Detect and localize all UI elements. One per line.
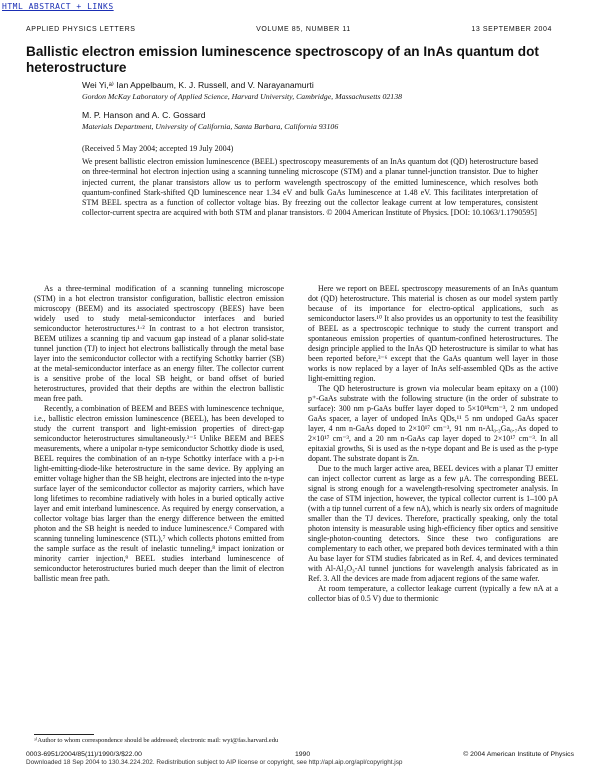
affiliation-2: Materials Department, University of California, Santa Barbara, California 93106 [82,122,339,131]
article-title: Ballistic electron emission luminescence spectroscopy of an InAs quantum dot heterostructure [26,44,539,75]
paragraph: As a three-terminal modification of a scanning tunneling microscope (STM) in a hot electron transistor configuration, ballistic electron emission microscopy (BEEM) and its associated spectroscopy (BEES) have been widely used to study metal-semiconductor interfaces and buried semiconductor heterostructures.¹·² In contrast to a hot electron transistor, BEEM utilizes a scanning tip and vacuum gap instead of a planar solid-state tunnel junction (TJ) to inject hot electrons ballistically through the metal base layer into the semiconductor collector with a rectifying Schottky barrier (SB) at the metal-semiconductor interface as an energy filter. The collector current is a sensitive probe of the local SB height, or band offset of buried heterostructures, provided that their depths are within the electron ballistic mean free path. [34,284,284,403]
right-column [308,284,558,604]
received-dates: (Received 5 May 2004; accepted 19 July 2004) [82,144,234,153]
abstract: We present ballistic electron emission luminescence (BEEL) spectroscopy measurements of an InAs quantum dot (QD) heterostructure based on three-terminal hot electron injection using a scanning tunneling microscope (STM) and a planar tunnel-junction transistor. Due to higher injected current, the planar transistors allow us to perform wavelength spectroscopy of the emitted luminescence, which resolves both quantum-confined Stark-shifted QD luminescence near 1.34 eV and bulk GaAs luminescence at 1.48 eV. This facilitates interpretation of STM BEEL spectra as a function of collector voltage bias. By freezing out the collector leakage current at low temperatures, consistent collector-current spectra are acquired with both STM and planar transistors. © 2004 American Institute of Physics. [DOI: 10.1063/1.1790595] [82,157,538,218]
issn-code: 0003-6951/2004/85(11)/1990/3/$22.00 [26,751,142,758]
left-column [34,284,284,584]
journal-header [26,26,552,33]
authors-line-2: M. P. Hanson and A. C. Gossard [82,110,206,120]
footnote: ᵃ⁾Author to whom correspondence should be addressed; electronic mail: wyi@fas.harvard.edu [34,737,279,744]
volume-number: VOLUME 85, NUMBER 11 [256,26,351,33]
paragraph: At room temperature, a collector leakage current (typically a few nA at a collector bias of 0.5 V) due to thermionic [308,584,558,603]
affiliation-1: Gordon McKay Laboratory of Applied Science, Harvard University, Cambridge, Massachusetts 02138 [82,92,402,101]
paragraph: Here we report on BEEL spectroscopy measurements of an InAs quantum dot (QD) heterostructure. This material is chosen as our model system partly because of its importance for electro-optical applications, such as semiconductor lasers.¹⁰ It also provides us an opportunity to test the feasibility of BEEL as a spectroscopic technique to study the current transport and spontaneous emission properties of quantum-confined heterostructures. The design principle applied to the InAs QD heterostructure is similar to what has been reported before,³⁻⁶ except that the GaAs quantum well layer in those works is now replaced by a layer of InAs self-assembled QDs as the active light-emitting region. [308,284,558,383]
html-abstract-link[interactable]: HTML ABSTRACT + LINKS [2,2,114,11]
issue-date: 13 SEPTEMBER 2004 [471,26,552,33]
authors-line-1: Wei Yi,ᵃ⁾ Ian Appelbaum, K. J. Russell, and V. Narayanamurti [82,80,314,90]
page-footer [26,751,574,758]
paragraph: Recently, a combination of BEEM and BEES with luminescence technique, i.e., ballistic electron emission luminescence (BEEL), has been developed to study the current transport and light-emission properties of direct-gap semiconductor heterostructures simultaneously.³⁻⁵ Unlike BEEM and BEES measurements, where a unipolar n-type semiconductor Schottky diode is used, BEEL requires the combination of an n-type Schottky interface with a p-i-n light-emitting-diode-like heterostructure in the same device. By applying an emitter voltage higher than the SB height, electrons are injected into the n-type surface layer of the semiconductor collector as majority carriers, which have long lifetimes to recombine radiatively with holes in a buried optically active layer and emit interband luminescence. As required by energy conservation, a collector voltage bias larger than the energy difference between the emitted photon and the SB height is needed to induce luminescence.⁶ Compared with scanning tunneling luminescence (STL),⁷ which collects photons emitted from the sample surface as the result of inelastic tunneling,⁸ impact ionization or minority carrier injection,⁹ BEEL studies interband luminescence of semiconductor heterostructures buried much deeper than the limit of electron ballistic mean free path. [34,404,284,583]
paragraph: The QD heterostructure is grown via molecular beam epitaxy on a (100) p⁺-GaAs substrate with the following structure (in the order of substrate to surface): 300 nm p-GaAs buffer layer doped to 5×10¹⁸cm⁻³, 2 nm undoped GaAs spacer, a layer of undoped InAs QDs,¹¹ 5 nm undoped GaAs spacer layer, 4 nm n-GaAs doped to 2×10¹⁷ cm⁻³, 91 nm n-Al₀.₃Ga₀.₇As doped to 2×10¹⁷ cm⁻³, and a 20 nm n-GaAs cap layer doped to 2×10¹⁷ cm⁻³. In all epitaxial growths, Si is used as the n-type dopant and Be is used as the p-type dopant. The substrate dopant is Zn. [308,384,558,463]
copyright-notice: © 2004 American Institute of Physics [463,751,574,758]
page-number: 1990 [294,751,311,758]
download-notice: Downloaded 18 Sep 2004 to 130.34.224.202. Redistribution subject to AIP license or copyright, see http://apl.aip.org/apl/copyright.jsp [26,759,403,766]
paragraph: Due to the much larger active area, BEEL devices with a planar TJ emitter can inject collector current as large as a few μA. The corresponding BEEL signal is strong enough for a wavelength-resolving spectrometer analysis. In the case of STM injection, however, the typical collector current is 1–100 pA (with a tip tunnel current of a few nA), which is nearly six orders of magnitude smaller than the TJ devices. Therefore, practically speaking, only the total photon intensity is measurable using high-efficiency fiber optics and sensitive single-photon-counting detectors. Since these two configurations are complementary to each other, we prepared both devices terminated with a thin Au base layer for STM studies fabricated as in Ref. 4, and devices terminated with Al-Al₂O₃-Al tunnel junctions for wavelength analysis fabricated as in Ref. 3. All the devices are made from adjacent regions of the same wafer. [308,464,558,583]
footnote-divider [34,734,94,735]
journal-name: APPLIED PHYSICS LETTERS [26,26,136,33]
